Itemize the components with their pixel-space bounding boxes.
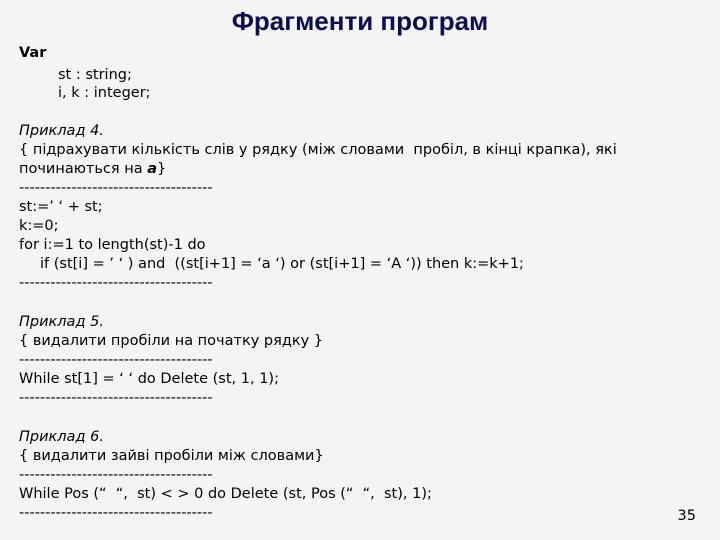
example4-comment-suffix: } [156,161,167,177]
example4-code-line4: if (st[i] = ’ ‘ ) and ((st[i+1] = ‘a ‘) or (st[i+1] = ‘A ‘)) then k:=k+1; [40,256,524,272]
example4-comment-prefix: починаються на [19,161,148,177]
example5-heading: Приклад 5. [19,314,104,330]
var-decl-ik: i, k : integer; [58,85,151,101]
page-number: 35 [677,508,696,524]
example4-code-line3: for i:=1 to length(st)-1 do [19,237,206,253]
example5-comment: { видалити пробіли на початку рядку } [19,333,324,349]
example5-code: While st[1] = ‘ ‘ do Delete (st, 1, 1); [19,371,279,387]
example4-comment-line1: { підрахувати кількість слів у рядку (між словами пробіл, в кінці крапка), які [19,142,617,158]
example4-code-line2: k:=0; [19,218,59,234]
example6-separator-top: ------------------------------------- [19,467,213,483]
example4-separator-top: ------------------------------------- [19,180,213,196]
var-decl-st: st : string; [58,67,132,83]
example5-separator-bottom: ------------------------------------- [19,390,213,406]
example6-code: While Pos (“ “, st) < > 0 do Delete (st, Pos (“ “, st), 1); [19,486,432,502]
example6-heading: Приклад 6. [19,429,104,445]
example5-separator-top: ------------------------------------- [19,352,213,368]
example6-separator-bottom: ------------------------------------- [19,505,213,521]
example4-heading: Приклад 4. [19,123,104,139]
example4-comment-line2 [19,160,166,178]
page-title: Фрагменти програм [231,6,489,36]
example6-comment: { видалити зайві пробіли між словами} [19,448,324,464]
example4-comment-letter: а [147,161,157,177]
var-keyword: Var [19,45,47,61]
example4-separator-bottom: ------------------------------------- [19,275,213,291]
example4-code-line1: st:=’ ‘ + st; [19,199,103,215]
